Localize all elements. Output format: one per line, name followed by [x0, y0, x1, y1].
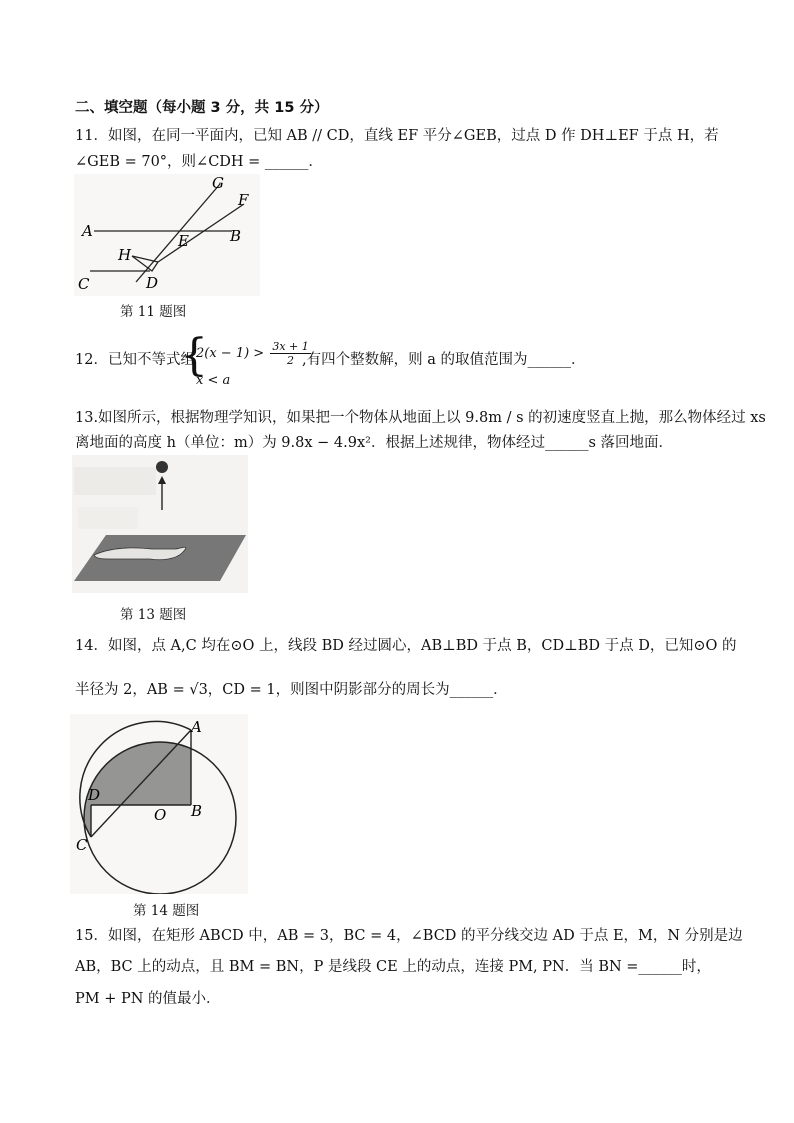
q12-frac-num: 3x + 1	[272, 340, 309, 353]
q13-figure	[72, 455, 248, 593]
label-o: O	[154, 806, 167, 824]
label-h: H	[118, 246, 132, 264]
q14-caption: 第 14 题图	[133, 903, 200, 919]
label-b: B	[230, 227, 242, 245]
label-e: E	[178, 232, 189, 250]
label-d: D	[146, 274, 159, 292]
section-heading: 二、填空题（每小题 3 分，共 15 分）	[75, 100, 329, 116]
label-a: A	[191, 718, 202, 736]
q12-inequality-1	[196, 340, 313, 367]
q12-frac-den: 2	[287, 354, 295, 367]
label-d: D	[88, 786, 101, 804]
q12-row1-left: 2(x − 1) >	[196, 346, 265, 361]
label-c: C	[78, 275, 90, 293]
q11-text-line1: 11．如图，在同一平面内，已知 AB // CD，直线 EF 平分∠GEB，过点 D 作 DH⊥EF 于点 H，若	[75, 128, 719, 144]
ball	[156, 461, 168, 473]
q13-text-line2: 离地面的高度 h（单位：m）为 9.8x − 4.9x²．根据上述规律，物体经过______s 落回地面．	[75, 435, 674, 451]
q13-text-line1: 13.如图所示，根据物理学知识，如果把一个物体从地面上以 9.8m / s 的初速度竖直上抛，那么物体经过 xs	[75, 410, 766, 426]
label-f: F	[238, 191, 249, 209]
system-brace: {	[180, 330, 208, 381]
q14-text-line2: 半径为 2，AB = √3，CD = 1，则图中阴影部分的周长为______．	[75, 682, 508, 698]
q15-text-line1: 15．如图，在矩形 ABCD 中，AB = 3，BC = 4，∠BCD 的平分线交边 AD 于点 E，M，N 分别是边	[75, 928, 743, 944]
q15-text-line3: PM + PN 的值最小．	[75, 991, 221, 1007]
q12-inequality-2: x < a	[196, 373, 231, 388]
label-b: B	[191, 802, 203, 820]
q14-text-line1: 14．如图，点 A,C 均在⊙O 上，线段 BD 经过圆心，AB⊥BD 于点 B，CD⊥BD 于点 D，已知⊙O 的	[75, 638, 737, 654]
q11-caption: 第 11 题图	[120, 304, 187, 320]
label-g: G	[212, 174, 224, 192]
q15-text-line2: AB，BC 上的动点，且 BM = BN，P 是线段 CE 上的动点，连接 PM, PN．当 BN =______时，	[75, 959, 711, 975]
q12-prefix: 12．已知不等式组	[75, 352, 195, 368]
q11-figure	[74, 174, 260, 296]
q13-caption: 第 13 题图	[120, 607, 187, 623]
q14-figure	[70, 714, 248, 894]
label-c: C	[76, 836, 88, 854]
q11-text-line2: ∠GEB = 70°，则∠CDH = ______．	[75, 154, 323, 170]
label-a: A	[82, 222, 93, 240]
q12-suffix: ,有四个整数解，则 a 的取值范围为______．	[302, 352, 586, 368]
